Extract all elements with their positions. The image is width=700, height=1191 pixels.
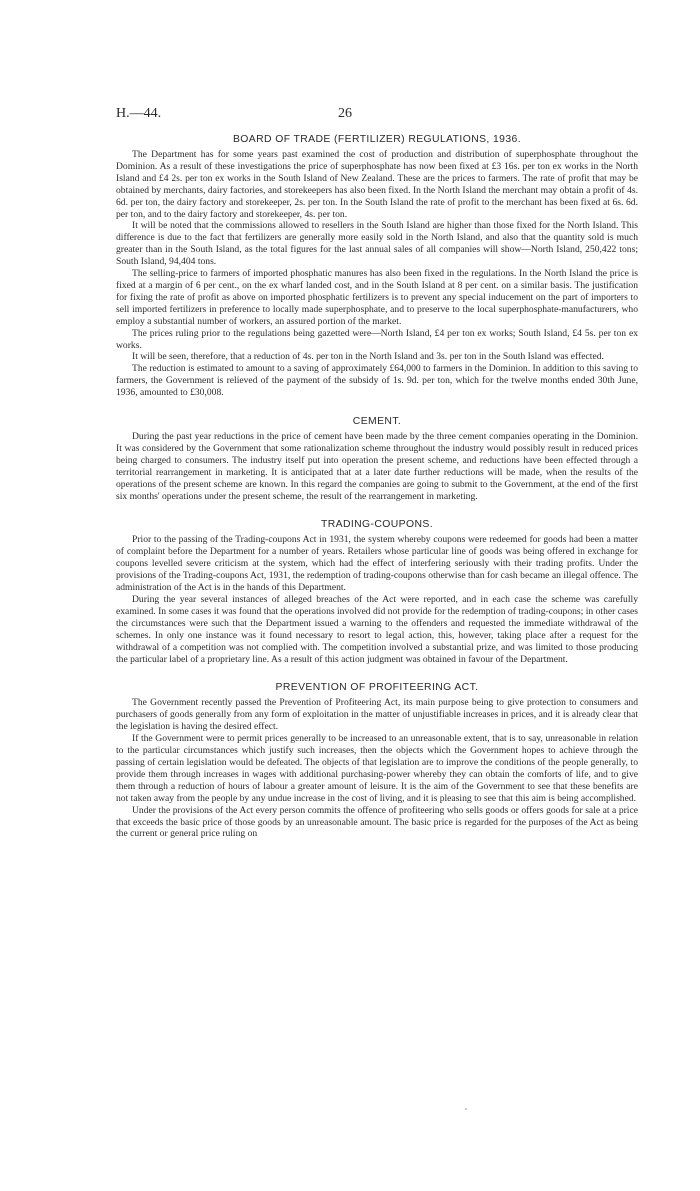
paragraph: The Department has for some years past examined the cost of production and distribution of superphosphate throughout the Dominion. As a result of these investigations the price of superphosphate has now been fixed at £3 16s. per ton ex works in the North Island and £4 2s. per ton ex works in the South Island of New Zealand. These are the prices to farmers. The rate of profit that may be obtained by merchants, dairy factories, and storekeepers has also been fixed. In the North Island the merchant may obtain a profit of 4s. 6d. per ton, the dairy factory and storekeeper, 2s. per ton. In the South Island the rate of profit to the merchant has been fixed at 6s. 6d. per ton, and to the dairy factory and storekeeper, 4s. per ton. — [116, 149, 638, 220]
paragraph: Under the provisions of the Act every person commits the offence of profiteering who sells goods or offers goods for sale at a price that exceeds the basic price of those goods by an unreasonable amount. The basic price is regarded for the purposes of the Act as being the current or general price ruling on — [116, 804, 638, 840]
document-reference: H.—44. — [116, 106, 162, 121]
paragraph: Prior to the passing of the Trading-coupons Act in 1931, the system whereby coupons were redeemed for goods had been a matter of complaint before the Department for a number of years. Retailers whose particular line of goods was being offered in exchange for coupons levelled severe criticism at the system, which had the effect of interfering seriously with their trading profits. Under the provisions of the Trading-coupons Act, 1931, the redemption of trading-coupons otherwise than for cash became an illegal offence. The administration of the Act is in the hands of this Department. — [116, 534, 638, 594]
page-number: 26 — [338, 106, 352, 121]
section-title-fertilizer: BOARD OF TRADE (FERTILIZER) REGULATIONS, 1936. — [232, 134, 522, 145]
section-title-trading-coupons: TRADING-COUPONS. — [320, 519, 434, 531]
paragraph: It will be noted that the commissions allowed to resellers in the South Island are higher than those fixed for the North Island. This difference is due to the fact that fertilizers are generally more easily sold in the North Island, and also that the quantity sold is much greater than in the South Island, as the total figures for the last annual sales of all companies will show—North Island, 250,422 tons; South Island, 94,404 tons. — [116, 220, 638, 268]
paragraph: It will be seen, therefore, that a reduction of 4s. per ton in the North Island and 3s. per ton in the South Island was effected. — [132, 351, 604, 363]
page-content — [116, 133, 638, 840]
section-title-profiteering: PREVENTION OF PROFITEERING ACT. — [275, 682, 479, 694]
paragraph: The prices ruling prior to the regulations being gazetted were—North Island, £4 per ton ex works; South Island, £4 5s. per ton ex works. — [116, 327, 638, 351]
paragraph: The Government recently passed the Prevention of Profiteering Act, its main purpose being to give protection to consumers and purchasers of goods generally from any form of exploitation in the matter of unjustifiable increases in prices, and it is already clear that the legislation is having the desired effect. — [116, 697, 638, 733]
scan-speck — [465, 1108, 467, 1110]
paragraph: The selling-price to farmers of imported phosphatic manures has also been fixed in the regulations. In the North Island the price is fixed at a margin of 6 per cent., on the ex wharf landed cost, and in the South Island at 8 per cent. on a similar basis. The justification for fixing the rate of profit as above on imported phosphatic fertilizers is to prevent any special inducement on the part of importers to sell imported fertilizers in preference to locally made superphosphate, and to preserve to the local superphosphate-manufacturers, who employ a substantial number of workers, an assured portion of the market. — [116, 268, 638, 327]
paragraph: During the year several instances of alleged breaches of the Act were reported, and in each case the scheme was carefully examined. In some cases it was found that the operations involved did not provide for the redemption of trading-coupons; in other cases the circumstances were such that the Department issued a warning to the offenders and requested the immediate withdrawal of the schemes. In only one instance was it found necessary to resort to legal action, this, however, taking place after a request for the withdrawal of a competition was not complied with. The competition involved a substantial prize, and was limited to those producing the particular label of a proprietary line. As a result of this action judgment was obtained in favour of the Department. — [116, 594, 638, 665]
section-title-cement: CEMENT. — [352, 416, 402, 428]
paragraph: During the past year reductions in the price of cement have been made by the three cement companies operating in the Dominion. It was considered by the Government that some rationalization scheme throughout the industry would possibly result in reduced prices being charged to consumers. The industry itself put into operation the present scheme, and reductions have been effected through a territorial rearrangement in marketing. It is anticipated that at a later date further reductions will be made, when the results of the operations of the present scheme are known. In this regard the companies are going to submit to the Government, at the end of the first six months' operations under the present scheme, the result of the rearrangement in marketing. — [116, 431, 638, 502]
paragraph: If the Government were to permit prices generally to be increased to an unreasonable extent, that is to say, unreasonable in relation to the particular circumstances which justify such increases, then the objects which the Government hopes to achieve through the passing of certain legislation would be defeated. The objects of that legislation are to improve the conditions of the people generally, to provide them through increases in wages with additional purchasing-power whereby they can obtain the comforts of life, and to give them through a reduction of hours of labour a greater amount of leisure. It is the aim of the Government to see that these benefits are not taken away from the people by any undue increase in the cost of living, and it is pleasing to see that this aim is being accomplished. — [116, 733, 638, 804]
paragraph: The reduction is estimated to amount to a saving of approximately £64,000 to farmers in the Dominion. In addition to this saving to farmers, the Government is relieved of the payment of the subsidy of 1s. 9d. per ton, which for the twelve months ended 30th June, 1936, amounted to £30,008. — [116, 363, 638, 399]
